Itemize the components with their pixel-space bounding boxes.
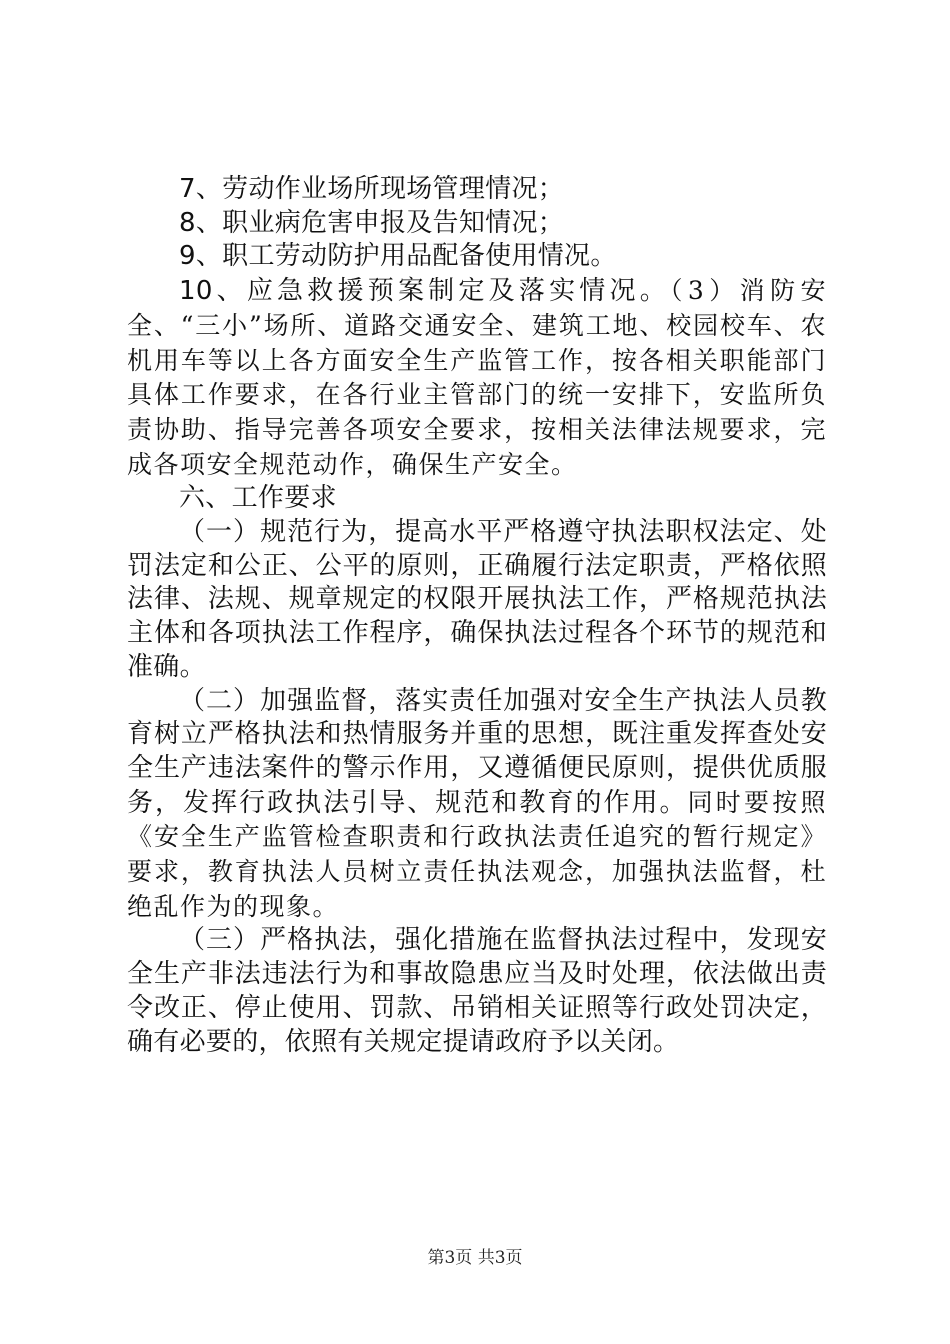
requirement-1: （一）规范行为，提高水平严格遵守执法职权法定、处罚法定和公正、公平的原则，正确履行法定职责，严格依照法律、法规、规章规定的权限开展执法工作，严格规范执法主体和各项执法工作程序，确保执法过程各个环节的规范和准确。 — [127, 517, 827, 682]
requirement-3: （三）严格执法，强化措施在监督执法过程中，发现安全生产非法违法行为和事故隐患应当及时处理，依法做出责令改正、停止使用、罚款、吊销相关证照等行政处罚决定，确有必要的，依照有关规定提请政府予以关闭。 — [127, 925, 827, 1057]
section-heading-6: 六、工作要求 — [179, 483, 337, 514]
item-10-sub: （3）消防安全、“三小”场所、道路交通安全、建筑工地、校园校车、农机用车等以上各方面安全生产监管工作，按各相关职能部门具体工作要求，在各行业主管部门的统一安排下，安监所负责协助、指导完善各项安全要求，按相关法律法规要求，完成各项安全规范动作，确保生产安全。 — [127, 276, 828, 479]
requirement-2-sub: 同时要按照《安全生产监管检查职责和行政执法责任追究的暂行规定》要求，教育执法人员树立责任执法观念，加强执法监督，杜绝乱作为的现象。 — [127, 787, 827, 921]
requirement-2 — [127, 685, 827, 925]
item-10-main: 10、应急救援预案制定及落实情况。 — [179, 276, 670, 307]
item-8: 8、职业病危害申报及告知情况； — [179, 207, 565, 238]
item-10 — [127, 274, 827, 482]
requirement-2-main: （二）加强监督，落实责任加强对安全生产执法人员教育树立严格执法和热情服务并重的思想，既注重发挥查处安全生产违法案件的警示作用，又遵循便民原则，提供优质服务，发挥行政执法引导、规范和教育的作用。 — [127, 685, 827, 818]
item-9: 9、职工劳动防护用品配备使用情况。 — [179, 241, 617, 272]
item-7: 7、劳动作业场所现场管理情况； — [179, 174, 565, 204]
document-body — [127, 173, 827, 1059]
page-footer: 第3页 共3页 — [427, 1248, 523, 1268]
